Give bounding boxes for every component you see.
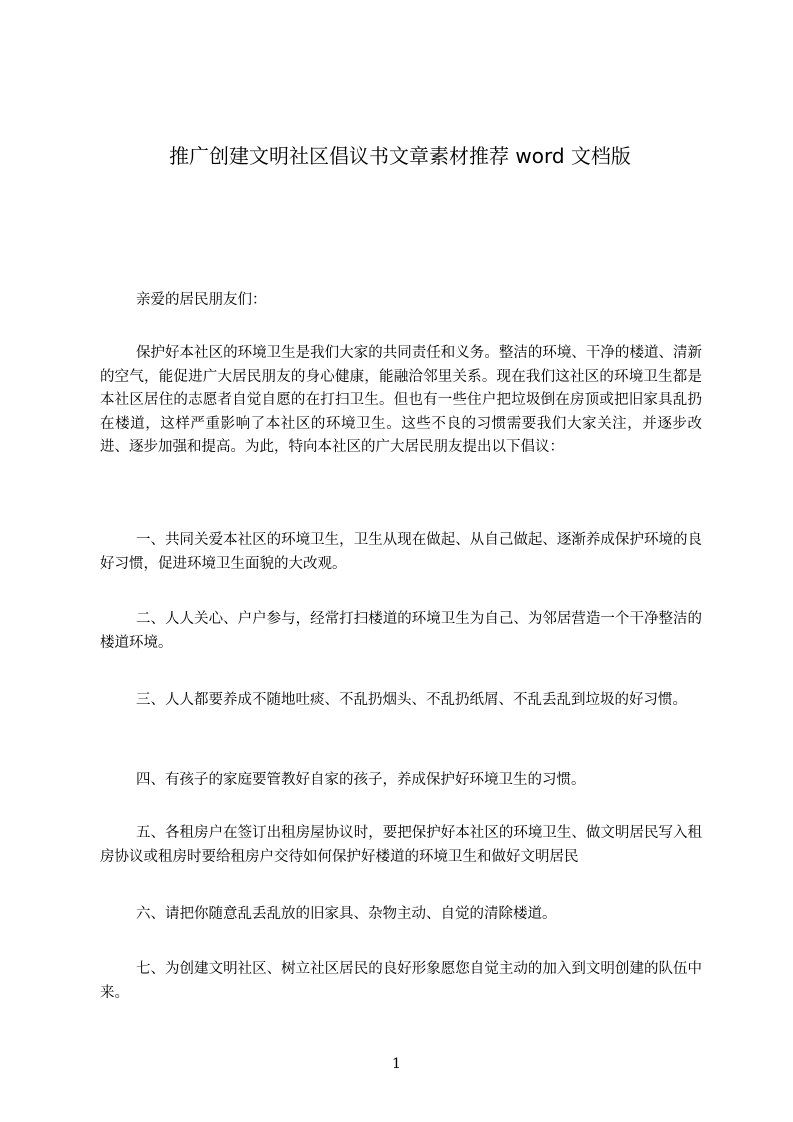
proposal-5: 五、各租房户在签订出租房屋协议时，要把保护好本社区的环境卫生、做文明居民写入租房协议或租房时要给租房户交待如何保护好楼道的环境卫生和做好文明居民 [100,825,702,865]
salutation: 亲爱的居民朋友们： [136,292,267,308]
proposal-4: 四、有孩子的家庭要管教好自家的孩子，养成保护好环境卫生的习惯。 [136,772,586,788]
proposal-7: 七、为创建文明社区、树立社区居民的良好形象愿您自觉主动的加入到文明创建的队伍中来。 [100,961,702,1001]
proposal-1: 一、共同关爱本社区的环境卫生，卫生从现在做起、从自己做起、逐渐养成保护环境的良好习惯，促进环境卫生面貌的大改观。 [100,532,702,572]
proposal-3: 三、人人都要养成不随地吐痰、不乱扔烟头、不乱扔纸屑、不乱丢乱到垃圾的好习惯。 [136,692,687,708]
proposal-2: 二、人人关心、户户参与，经常打扫楼道的环境卫生为自己、为邻居营造一个干净整洁的楼道环境。 [100,611,702,651]
proposal-6: 六、请把你随意乱丢乱放的旧家具、杂物主动、自觉的清除楼道。 [136,906,557,922]
intro-paragraph: 保护好本社区的环境卫生是我们大家的共同责任和义务。整洁的环境、干净的楼道、清新的空气，能促进广大居民朋友的身心健康，能融洽邻里关系。现在我们这社区的环境卫生都是本社区居住的志愿者自觉自愿的在打扫卫生。但也有一些住户把垃圾倒在房顶或把旧家具乱扔在楼道，这样严重影响了本社区的环境卫生。这些不良的习惯需要我们大家关注，并逐步改进、逐步加强和提高。为此，特向本社区的广大居民朋友提出以下倡议： [100,345,702,456]
page-number: 1 [392,1056,401,1072]
document-title: 推广创建文明社区倡议书文章素材推荐 word 文档版 [169,144,631,168]
